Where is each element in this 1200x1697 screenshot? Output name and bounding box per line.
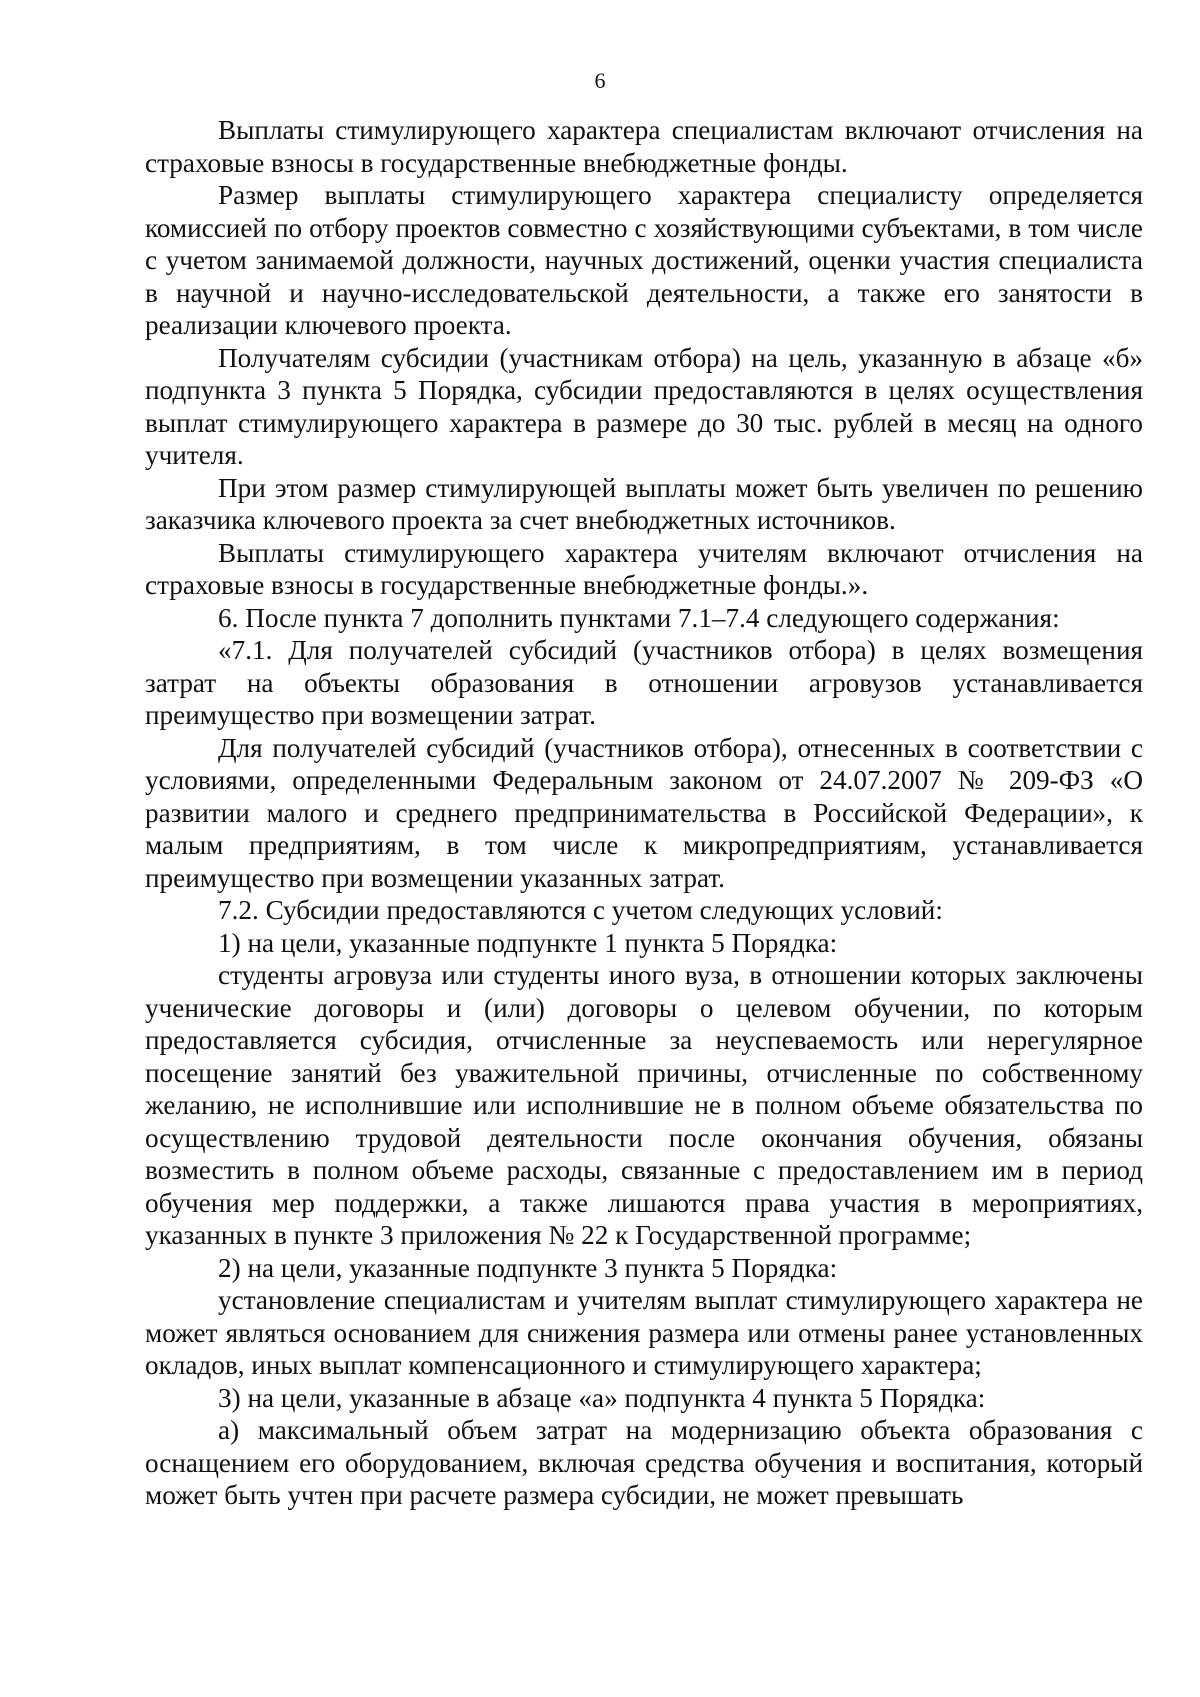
paragraph-7-2: 7.2. Субсидии предоставляются с учетом следующих условий:	[218, 895, 943, 925]
page-number: 6	[594, 68, 606, 93]
paragraph-condition-3: 3) на цели, указанные в абзаце «а» подпункта 4 пункта 5 Порядка:	[218, 1382, 986, 1413]
paragraph-condition-2: 2) на цели, указанные подпункте 3 пункта 5 Порядка:	[218, 1252, 838, 1283]
paragraph-small-enterprises: Для получателей субсидий (участников отбора), отнесенных в соответствии с условиями, определенными Федеральным законом от 24.07.2007 № 209-ФЗ «О развитии малого и среднего предпринимательства в Российской Федерации», к малым предприятиям, в том числе к микропредприятиям, устанавливается преимущество при возмещении указанных затрат.	[145, 732, 1143, 893]
paragraph-teacher-payments-contributions: Выплаты стимулирующего характера учителям включают отчисления на страховые взносы в государственные внебюджетные фонды.».	[145, 537, 1143, 600]
paragraph-condition-1: 1) на цели, указанные подпункте 1 пункта 5 Порядка:	[218, 927, 838, 958]
paragraph-max-modernization-costs: а) максимальный объем затрат на модернизацию объекта образования с оснащением его оборудованием, включая средства обучения и воспитания, который может быть учтен при расчете размера субсидии, не может превышать	[145, 1415, 1143, 1510]
paragraph-specialist-payment-size: Размер выплаты стимулирующего характера специалисту определяется комиссией по отбору проектов совместно с хозяйствующими субъектами, в том числе с учетом занимаемой должности, научных достижений, оценки участия специалиста в научной и научно-исследовательской деятельности, а также его занятости в реализации ключевого проекта.	[145, 180, 1143, 340]
paragraph-7-1: «7.1. Для получателей субсидий (участников отбора) в целях возмещения затрат на объекты образования в отношении агровузов устанавливается преимущество при возмещении затрат.	[145, 635, 1143, 730]
paragraph-payment-increase: При этом размер стимулирующей выплаты может быть увеличен по решению заказчика ключевого проекта за счет внебюджетных источников.	[145, 472, 1143, 535]
paragraph-students-obligations: студенты агровуза или студенты иного вуза, в отношении которых заключены ученические договоры и (или) договоры о целевом обучении, по которым предоставляется субсидия, отчисленные за неуспеваемость или нерегулярное посещение занятий без уважительной причины, отчисленные по собственному желанию, не исполнившие или исполнившие не в полном объеме обязательства по осуществлению трудовой деятельности после окончания обучения, обязаны возместить в полном объеме расходы, связанные с предоставлением им в период обучения мер поддержки, а также лишаются права участия в мероприятиях, указанных в пункте 3 приложения № 22 к Государственной программе;	[145, 960, 1143, 1250]
document-body	[145, 114, 1143, 1512]
paragraph-teacher-subsidy: Получателям субсидии (участникам отбора) на цель, указанную в абзаце «б» подпункта 3 пункта 5 Порядка, субсидии предоставляются в целях осуществления выплат стимулирующего характера в размере до 30 тыс. рублей в месяц на одного учителя.	[145, 342, 1143, 470]
paragraph-stimulating-payments-rule: установление специалистам и учителям выплат стимулирующего характера не может являться основанием для снижения размера или отмены ранее установленных окладов, иных выплат компенсационного и стимулирующего характера;	[145, 1285, 1143, 1380]
paragraph-amendment-7-1-7-4: 6. После пункта 7 дополнить пунктами 7.1–7.4 следующего содержания:	[218, 602, 1060, 633]
paragraph-specialist-payments-contributions: Выплаты стимулирующего характера специалистам включают отчисления на страховые взносы в государственные внебюджетные фонды.	[145, 115, 1143, 178]
